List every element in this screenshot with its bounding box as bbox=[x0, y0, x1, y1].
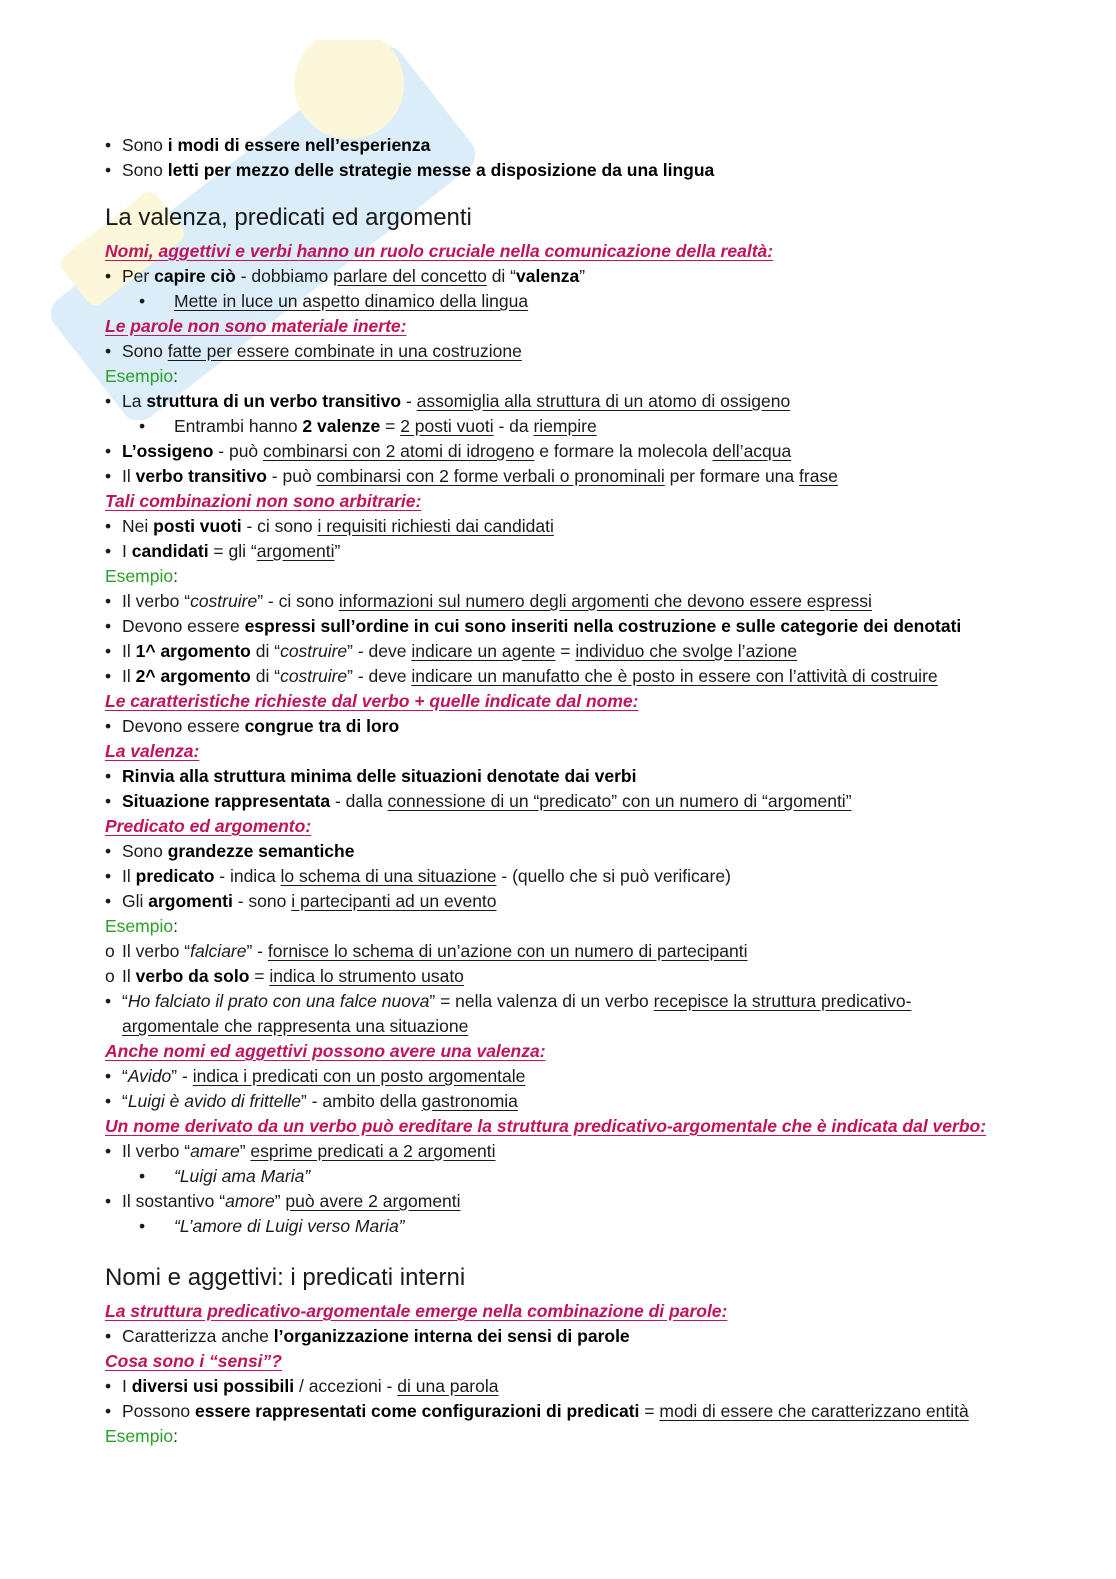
bullet-marker: • bbox=[105, 541, 112, 561]
bullet-marker: • bbox=[139, 1216, 146, 1236]
text-span: Nei bbox=[122, 516, 154, 536]
list-item bbox=[0, 1189, 1116, 1214]
bullet-marker: • bbox=[105, 1191, 112, 1211]
text-span: ” bbox=[334, 541, 341, 561]
text-span: di una parola bbox=[397, 1376, 499, 1396]
text-span: indicare un agente bbox=[411, 641, 556, 661]
document-body bbox=[0, 133, 1116, 1449]
text-span: individuo che svolge l’azione bbox=[575, 641, 798, 661]
list-item bbox=[0, 289, 1116, 314]
text-span: frase bbox=[799, 466, 838, 486]
text-span: La struttura predicativo-argomentale emerge nella combinazione di parole: bbox=[105, 1301, 728, 1321]
text-span: - sono bbox=[232, 891, 292, 911]
text-span: L’ossigeno bbox=[122, 441, 214, 461]
text-span: Devono essere bbox=[122, 716, 245, 736]
bullet-marker: • bbox=[105, 591, 112, 611]
text-span: La bbox=[122, 391, 147, 411]
subheading bbox=[0, 1039, 1116, 1064]
text-span: - bbox=[401, 391, 417, 411]
text-span: Il bbox=[122, 466, 136, 486]
text-span: = gli “ bbox=[208, 541, 257, 561]
subheading bbox=[0, 489, 1116, 514]
bullet-marker: • bbox=[105, 1066, 112, 1086]
bullet-marker: • bbox=[105, 791, 112, 811]
text-span: grandezze semantiche bbox=[167, 841, 355, 861]
text-span: Devono essere bbox=[122, 616, 245, 636]
text-span: l’organizzazione interna dei sensi di parole bbox=[273, 1326, 630, 1346]
text-span: Caratterizza anche bbox=[122, 1326, 274, 1346]
text-span: ” - deve bbox=[347, 666, 412, 686]
bullet-marker: • bbox=[105, 991, 112, 1011]
list-item bbox=[0, 264, 1116, 289]
text-span: candidati bbox=[131, 541, 209, 561]
text-span: letti per mezzo delle strategie messe a disposizione da una lingua bbox=[167, 160, 715, 180]
text-span: capire ciò bbox=[154, 266, 236, 286]
text-span: Esempio bbox=[105, 366, 174, 386]
text-span: Il verbo “ bbox=[122, 941, 191, 961]
text-span: informazioni sul numero degli argomenti che devono essere espressi bbox=[338, 591, 872, 611]
text-span: amore bbox=[225, 1191, 275, 1211]
text-span: Il sostantivo “ bbox=[122, 1191, 226, 1211]
list-item bbox=[0, 939, 1116, 964]
text-span: : bbox=[173, 916, 178, 936]
text-span: diversi usi possibili bbox=[131, 1376, 295, 1396]
text-span: Il verbo “ bbox=[122, 1141, 191, 1161]
text-span: - ci sono bbox=[241, 516, 318, 536]
text-span: “ bbox=[122, 991, 128, 1011]
text-span: i modi di essere nell’esperienza bbox=[167, 135, 431, 155]
list-item-continuation bbox=[0, 1014, 1116, 1039]
text-span: Situazione rappresentata bbox=[122, 791, 331, 811]
text-span: Il bbox=[122, 666, 136, 686]
text-span: assomiglia alla struttura di un atomo di ossigeno bbox=[416, 391, 791, 411]
example-label bbox=[0, 364, 1116, 389]
text-span: Sono bbox=[122, 160, 168, 180]
bullet-marker: • bbox=[105, 666, 112, 686]
subheading bbox=[0, 739, 1116, 764]
text-span: Il verbo “ bbox=[122, 591, 191, 611]
bullet-marker: o bbox=[105, 966, 115, 986]
text-span: - può bbox=[266, 466, 317, 486]
text-span: “Luigi ama Maria” bbox=[174, 1166, 311, 1186]
text-span: costruire bbox=[280, 666, 348, 686]
text-span: - dobbiamo bbox=[235, 266, 334, 286]
list-item bbox=[0, 864, 1116, 889]
bullet-marker: • bbox=[105, 391, 112, 411]
text-span: Cosa sono i “sensi”? bbox=[105, 1351, 282, 1371]
list-item bbox=[0, 439, 1116, 464]
text-span: gastronomia bbox=[421, 1091, 518, 1111]
text-span: = bbox=[380, 416, 401, 436]
text-span: : bbox=[173, 366, 178, 386]
text-span: “ bbox=[122, 1066, 128, 1086]
text-span: verbo da solo bbox=[135, 966, 250, 986]
text-span: La valenza: bbox=[105, 741, 200, 761]
text-span: espressi sull’ordine in cui sono inseriti nella costruzione e sulle categorie dei denotati bbox=[244, 616, 962, 636]
list-item bbox=[0, 339, 1116, 364]
subheading bbox=[0, 1299, 1116, 1324]
text-span: La valenza, predicati ed argomenti bbox=[105, 204, 472, 231]
text-span: - dalla bbox=[330, 791, 388, 811]
example-label bbox=[0, 564, 1116, 589]
text-span: ” - deve bbox=[347, 641, 412, 661]
text-span: fornisce lo schema di un’azione con un numero di partecipanti bbox=[267, 941, 748, 961]
bullet-marker: • bbox=[139, 416, 146, 436]
bullet-marker: • bbox=[105, 641, 112, 661]
text-span: valenza bbox=[516, 266, 580, 286]
text-span: falciare bbox=[190, 941, 247, 961]
text-span: i partecipanti ad un evento bbox=[291, 891, 497, 911]
text-span: argomentale che rappresenta una situazione bbox=[122, 1016, 469, 1036]
bullet-marker: • bbox=[105, 1091, 112, 1111]
text-span: 2 posti vuoti bbox=[400, 416, 494, 436]
text-span: ” - bbox=[171, 1066, 193, 1086]
text-span: = bbox=[555, 641, 576, 661]
subheading bbox=[0, 1114, 1116, 1139]
bullet-marker: • bbox=[105, 266, 112, 286]
text-span: = bbox=[249, 966, 270, 986]
list-item bbox=[0, 764, 1116, 789]
bullet-marker: o bbox=[105, 941, 115, 961]
bullet-marker: • bbox=[105, 616, 112, 636]
text-span: Nomi e aggettivi: i predicati interni bbox=[105, 1264, 466, 1291]
text-span: indica lo strumento usato bbox=[269, 966, 464, 986]
text-span: I bbox=[122, 541, 132, 561]
text-span: di “ bbox=[250, 666, 281, 686]
text-span: I bbox=[122, 1376, 132, 1396]
text-span: Luigi è avido di frittelle bbox=[127, 1091, 301, 1111]
text-span: 2^ argomento bbox=[135, 666, 251, 686]
list-item bbox=[0, 714, 1116, 739]
text-span: Esempio bbox=[105, 1426, 174, 1446]
example-label bbox=[0, 914, 1116, 939]
text-span: riempire bbox=[533, 416, 597, 436]
text-span: argomenti bbox=[256, 541, 335, 561]
text-span: ” bbox=[239, 1141, 251, 1161]
list-item bbox=[0, 514, 1116, 539]
text-span: e formare la molecola bbox=[534, 441, 713, 461]
text-span: Il bbox=[122, 866, 136, 886]
text-span: esprime predicati a 2 argomenti bbox=[250, 1141, 496, 1161]
text-span: lo schema di una situazione bbox=[280, 866, 497, 886]
list-item bbox=[0, 839, 1116, 864]
list-item bbox=[0, 889, 1116, 914]
list-item bbox=[0, 789, 1116, 814]
bullet-marker: • bbox=[105, 466, 112, 486]
text-span: Il bbox=[122, 641, 136, 661]
text-span: Possono bbox=[122, 1401, 195, 1421]
list-item bbox=[0, 1374, 1116, 1399]
text-span: Sono bbox=[122, 135, 168, 155]
text-span: Mette in luce un aspetto dinamico della lingua bbox=[174, 291, 529, 311]
text-span: fatte per essere combinate in una costruzione bbox=[167, 341, 522, 361]
list-item bbox=[0, 158, 1116, 183]
bullet-marker: • bbox=[105, 766, 112, 786]
bullet-marker: • bbox=[105, 341, 112, 361]
section-heading bbox=[0, 183, 1116, 239]
list-item bbox=[0, 1089, 1116, 1114]
text-span: Tali combinazioni non sono arbitrarie: bbox=[105, 491, 422, 511]
text-span: di “ bbox=[250, 641, 281, 661]
list-item bbox=[0, 1324, 1116, 1349]
list-item bbox=[0, 389, 1116, 414]
text-span: per formare una bbox=[664, 466, 799, 486]
section-heading bbox=[0, 1239, 1116, 1299]
text-span: / accezioni - bbox=[294, 1376, 398, 1396]
text-span: Avido bbox=[127, 1066, 172, 1086]
text-span: predicato bbox=[135, 866, 215, 886]
list-item bbox=[0, 1399, 1116, 1424]
text-span: - può bbox=[213, 441, 264, 461]
text-span: ” - ci sono bbox=[257, 591, 339, 611]
text-span: congrue tra di loro bbox=[244, 716, 400, 736]
bullet-marker: • bbox=[105, 1141, 112, 1161]
text-span: verbo transitivo bbox=[135, 466, 267, 486]
list-item bbox=[0, 989, 1116, 1014]
text-span: Sono bbox=[122, 841, 168, 861]
text-span: Nomi, aggettivi e verbi hanno un ruolo cruciale nella comunicazione della realtà: bbox=[105, 241, 774, 261]
text-span: costruire bbox=[280, 641, 348, 661]
subheading bbox=[0, 814, 1116, 839]
example-label bbox=[0, 1424, 1116, 1449]
bullet-marker: • bbox=[105, 160, 112, 180]
subheading bbox=[0, 1349, 1116, 1374]
text-span: Rinvia alla struttura minima delle situazioni denotate dai verbi bbox=[122, 766, 637, 786]
text-span: parlare del concetto bbox=[333, 266, 487, 286]
text-span: Le caratteristiche richieste dal verbo + quelle indicate dal nome: bbox=[105, 691, 639, 711]
text-span: può avere 2 argomenti bbox=[285, 1191, 461, 1211]
text-span: Un nome derivato da un verbo può ereditare la struttura predicativo-argomentale che è indicata dal verbo: bbox=[105, 1116, 987, 1136]
list-item bbox=[0, 1064, 1116, 1089]
list-item bbox=[0, 133, 1116, 158]
text-span: i requisiti richiesti dai candidati bbox=[317, 516, 554, 536]
text-span: recepisce la struttura predicativo- bbox=[653, 991, 912, 1011]
bullet-marker: • bbox=[105, 1326, 112, 1346]
list-item bbox=[0, 589, 1116, 614]
bullet-marker: • bbox=[105, 866, 112, 886]
text-span: ” - ambito della bbox=[300, 1091, 422, 1111]
bullet-marker: • bbox=[105, 716, 112, 736]
list-item bbox=[0, 1214, 1116, 1239]
bullet-marker: • bbox=[105, 1376, 112, 1396]
list-item bbox=[0, 1164, 1116, 1189]
list-item bbox=[0, 464, 1116, 489]
text-span: Le parole non sono materiale inerte: bbox=[105, 316, 407, 336]
list-item bbox=[0, 614, 1116, 639]
list-item bbox=[0, 964, 1116, 989]
text-span: - (quello che si può verificare) bbox=[496, 866, 731, 886]
bullet-marker: • bbox=[139, 291, 146, 311]
list-item bbox=[0, 664, 1116, 689]
text-span: 1^ argomento bbox=[135, 641, 251, 661]
subheading bbox=[0, 689, 1116, 714]
text-span: - indica bbox=[214, 866, 281, 886]
text-span: ” bbox=[579, 266, 586, 286]
text-span: “ bbox=[122, 1091, 128, 1111]
text-span: - da bbox=[493, 416, 534, 436]
text-span: dell’acqua bbox=[712, 441, 792, 461]
list-item bbox=[0, 1139, 1116, 1164]
bullet-marker: • bbox=[105, 891, 112, 911]
text-span: posti vuoti bbox=[153, 516, 242, 536]
text-span: : bbox=[173, 1426, 178, 1446]
text-span: Ho falciato il prato con una falce nuova bbox=[127, 991, 430, 1011]
text-span: di “ bbox=[486, 266, 517, 286]
subheading bbox=[0, 239, 1116, 264]
text-span: modi di essere che caratterizzano entità bbox=[659, 1401, 969, 1421]
bullet-marker: • bbox=[105, 441, 112, 461]
text-span: amare bbox=[190, 1141, 240, 1161]
text-span: ” = nella valenza di un verbo bbox=[429, 991, 654, 1011]
bullet-marker: • bbox=[105, 841, 112, 861]
text-span: : bbox=[173, 566, 178, 586]
text-span: indica i predicati con un posto argomentale bbox=[192, 1066, 526, 1086]
bullet-marker: • bbox=[105, 1401, 112, 1421]
text-span: “L’amore di Luigi verso Maria” bbox=[174, 1216, 405, 1236]
text-span: costruire bbox=[190, 591, 258, 611]
text-span: Per bbox=[122, 266, 155, 286]
text-span: Gli bbox=[122, 891, 149, 911]
text-span: = bbox=[639, 1401, 660, 1421]
bullet-marker: • bbox=[105, 135, 112, 155]
list-item bbox=[0, 539, 1116, 564]
text-span: Esempio bbox=[105, 916, 174, 936]
text-span: Esempio bbox=[105, 566, 174, 586]
text-span: 2 valenze bbox=[302, 416, 381, 436]
text-span: struttura di un verbo transitivo bbox=[146, 391, 402, 411]
text-span: combinarsi con 2 forme verbali o pronominali bbox=[316, 466, 665, 486]
text-span: Il bbox=[122, 966, 136, 986]
list-item bbox=[0, 414, 1116, 439]
text-span: ” bbox=[274, 1191, 286, 1211]
text-span: Predicato ed argomento: bbox=[105, 816, 312, 836]
list-item bbox=[0, 639, 1116, 664]
text-span: Sono bbox=[122, 341, 168, 361]
text-span: indicare un manufatto che è posto in essere con l’attività di costruire bbox=[411, 666, 938, 686]
bullet-marker: • bbox=[139, 1166, 146, 1186]
text-span: argomenti bbox=[148, 891, 233, 911]
subheading bbox=[0, 314, 1116, 339]
text-span: combinarsi con 2 atomi di idrogeno bbox=[263, 441, 535, 461]
text-span: Anche nomi ed aggettivi possono avere una valenza: bbox=[105, 1041, 546, 1061]
bullet-marker: • bbox=[105, 516, 112, 536]
text-span: essere rappresentati come configurazioni di predicati bbox=[194, 1401, 640, 1421]
text-span: ” - bbox=[246, 941, 268, 961]
text-span: Entrambi hanno bbox=[174, 416, 303, 436]
text-span: connessione di un “predicato” con un numero di “argomenti” bbox=[387, 791, 852, 811]
